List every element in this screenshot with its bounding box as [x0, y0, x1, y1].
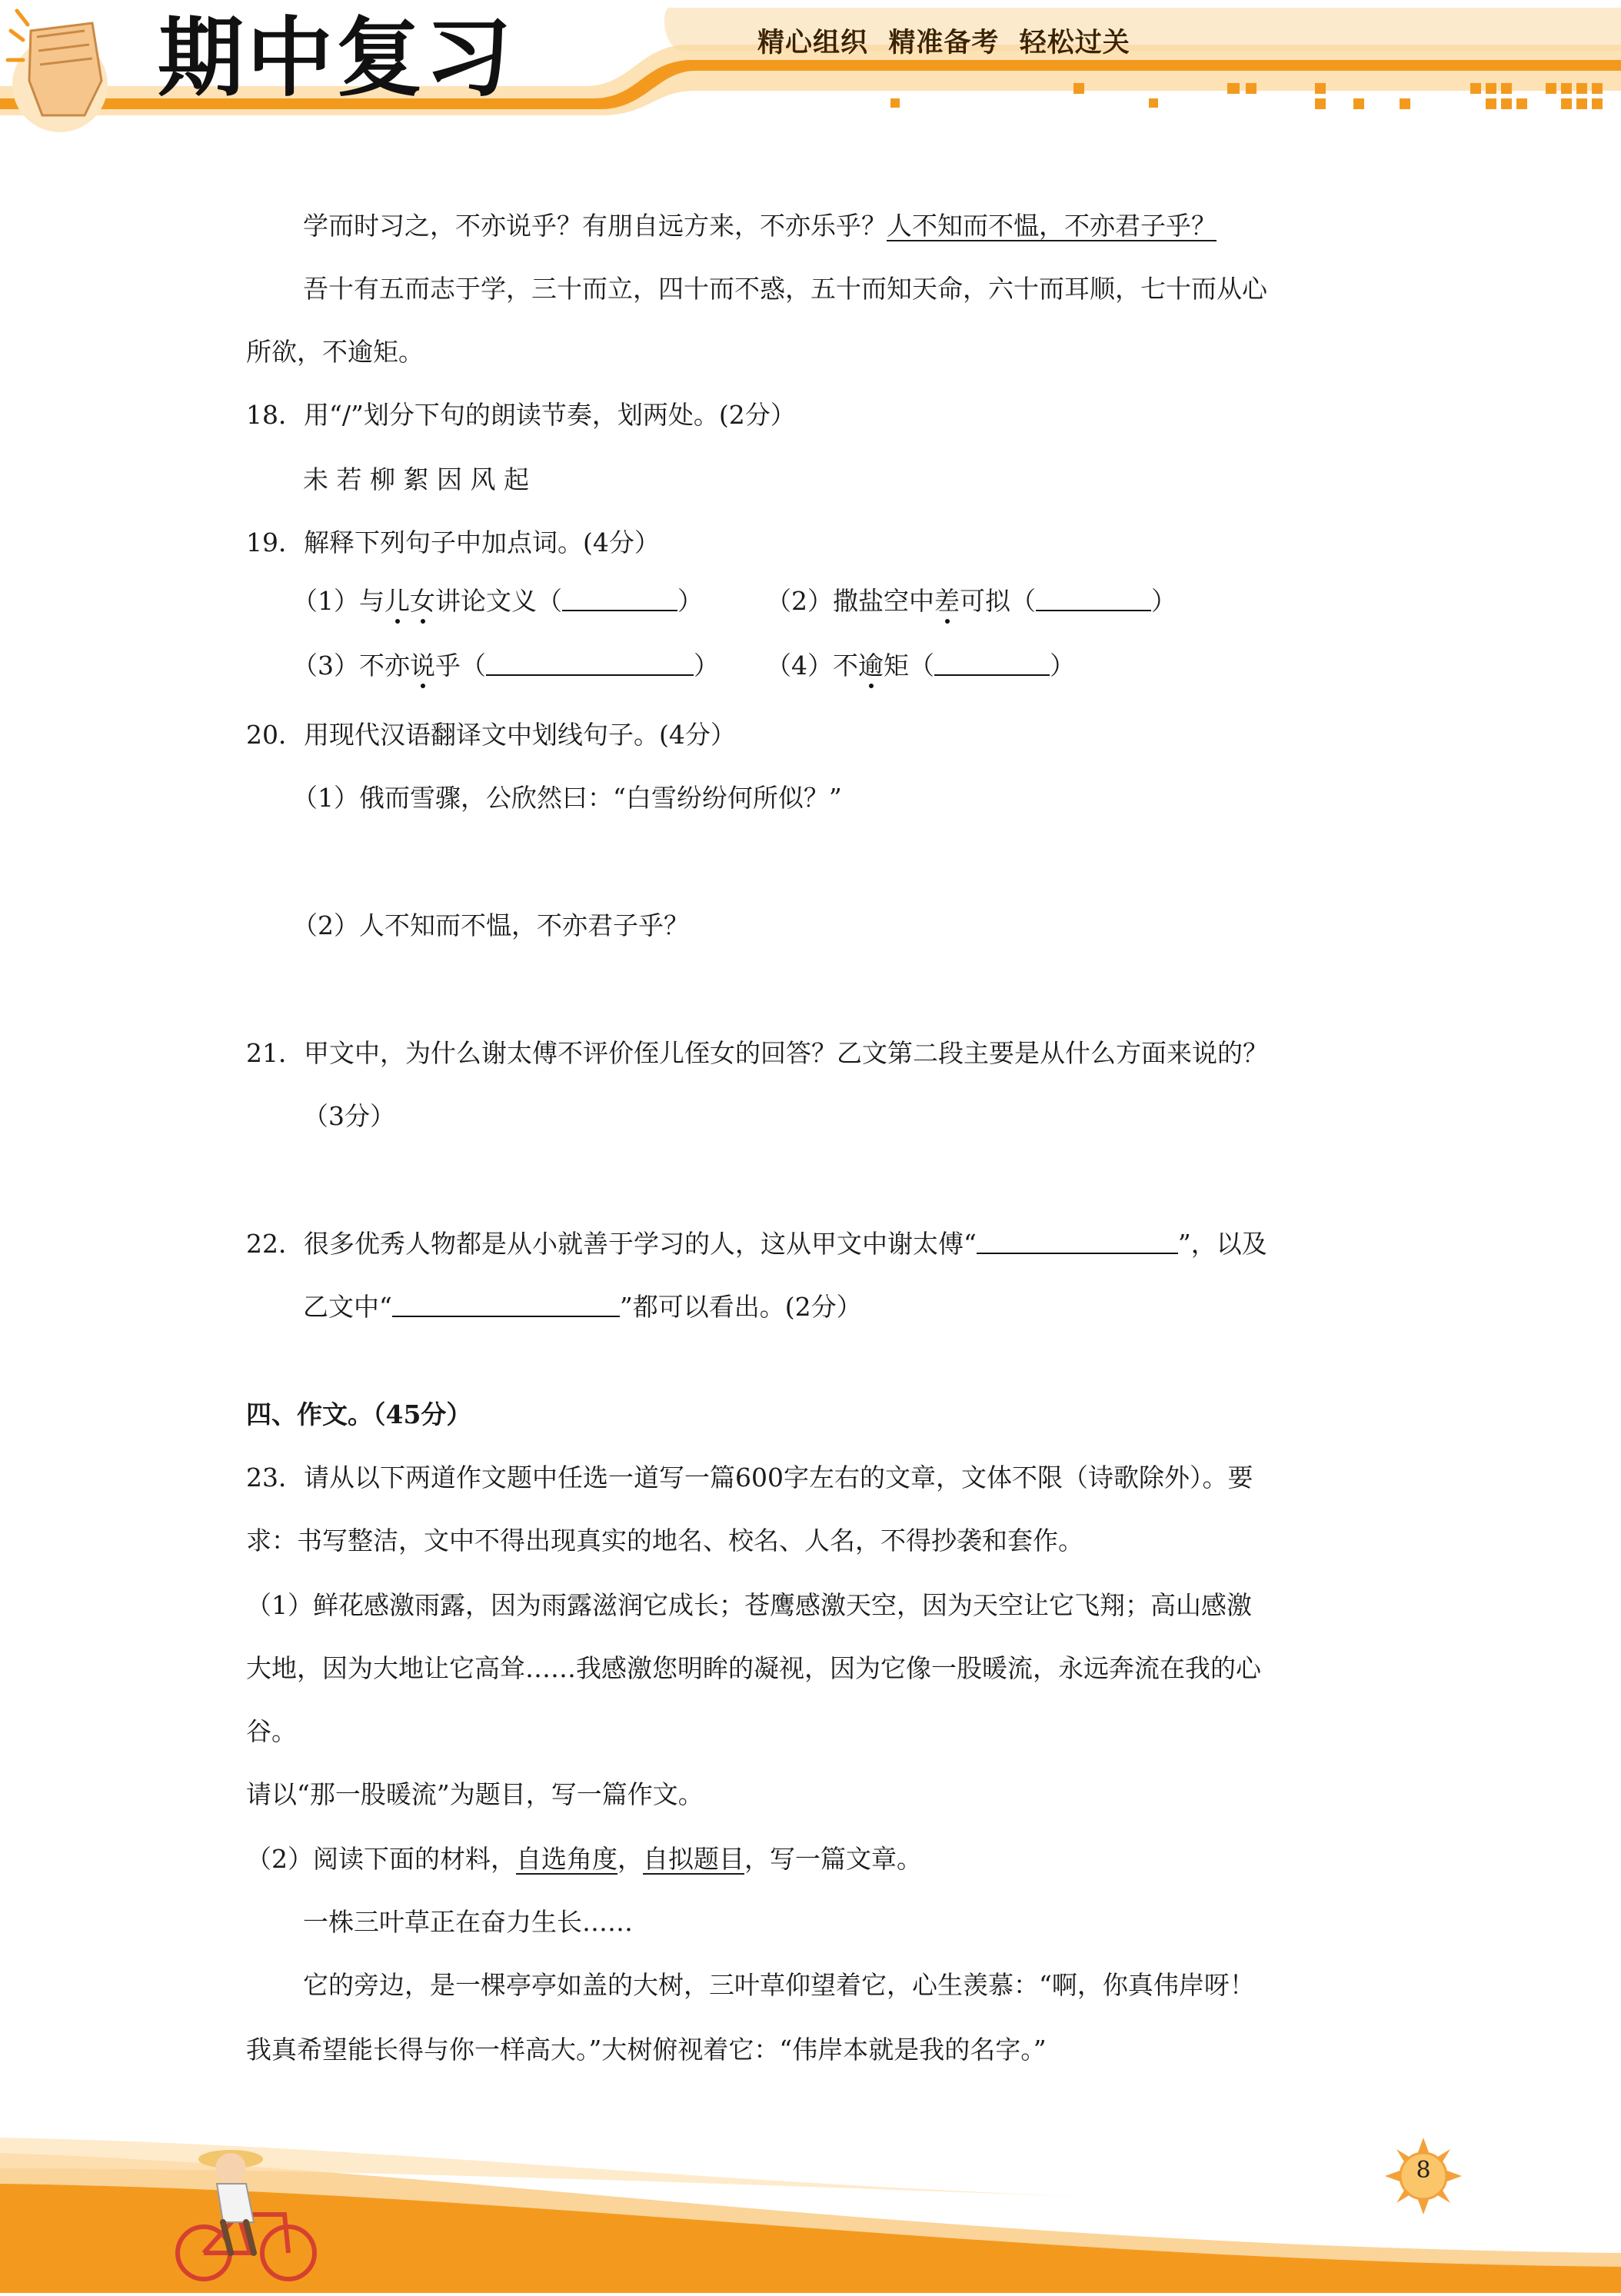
dotted-char: 差: [934, 586, 960, 616]
question-21-score: （3分）: [303, 1101, 395, 1131]
question-23-line-10: 我真希望能长得与你一样高大。”大树俯视着它：“伟岸本就是我的名字。”: [246, 2035, 1047, 2065]
page-number: 8: [1416, 2157, 1431, 2184]
underlined-phrase: 自选角度: [516, 1844, 617, 1874]
passage-line-3: 所欲，不逾矩。: [246, 337, 424, 367]
passage-line-1: [303, 209, 1217, 243]
question-21-stem: 21．甲文中，为什么谢太傅不评价侄儿侄女的回答？乙文第二段主要是从什么方面来说的？: [246, 1038, 1268, 1068]
underlined-phrase: 自拟题目: [643, 1844, 744, 1874]
answer-blank[interactable]: [486, 651, 694, 676]
underlined-sentence: 人不知而不愠，不亦君子乎？: [887, 211, 1217, 241]
question-18-stem: 18．用“/”划分下句的朗读节奏，划两处。(2分）: [246, 400, 796, 430]
passage-text: 学而时习之，不亦说乎？有朋自远方来，不亦乐乎？: [303, 211, 887, 241]
question-23-line-1: 23．请从以下两道作文题中任选一道写一篇600字左右的文章，文体不限（诗歌除外）。要: [246, 1462, 1253, 1492]
question-20-sentence-2: （2）人不知而不愠，不亦君子乎？: [292, 910, 689, 940]
question-18-sentence: 未 若 柳 絮 因 风 起: [303, 464, 529, 494]
question-23-line-7: （2）阅读下面的材料，自选角度，自拟题目，写一篇文章。: [246, 1844, 922, 1874]
answer-blank[interactable]: [562, 587, 677, 611]
answer-blank[interactable]: [977, 1230, 1178, 1254]
dotted-char: 说: [410, 651, 435, 680]
dotted-char: 儿: [384, 586, 410, 616]
answer-blank[interactable]: [392, 1293, 620, 1317]
answer-blank[interactable]: [934, 651, 1050, 676]
answer-blank[interactable]: [1036, 587, 1151, 611]
dotted-char: 逾: [858, 651, 884, 680]
question-20-sentence-1: （1）俄而雪骤，公欣然曰：“白雪纷纷何所似？”: [292, 783, 842, 813]
header-title: 期中复习: [158, 8, 514, 108]
question-23-line-8: 一株三叶草正在奋力生长……: [303, 1907, 633, 1937]
question-23-line-2: 求：书写整洁，文中不得出现真实的地名、校名、人名，不得抄袭和套作。: [246, 1526, 1083, 1556]
question-23-line-4: 大地，因为大地让它高耸……我感激您明眸的凝视，因为它像一股暖流，永远奔流在我的心: [246, 1653, 1261, 1683]
cyclist-icon: [169, 2138, 323, 2291]
question-19-item-1: （1）与儿女讲论文义（ ）: [292, 586, 703, 616]
question-22-line-1: 22．很多优秀人物都是从小就善于学习的人，这从甲文中谢太傅“ ”，以及: [246, 1229, 1267, 1259]
question-23-line-5: 谷。: [246, 1716, 297, 1746]
question-23-line-9: 它的旁边，是一棵亭亭如盖的大树，三叶草仰望着它，心生羡慕：“啊，你真伟岸呀！: [303, 1970, 1255, 2000]
question-19-item-4: （4）不逾矩（ ）: [766, 651, 1075, 680]
question-19-stem: 19．解释下列句子中加点词。(4分）: [246, 527, 660, 557]
question-23-line-3: （1）鲜花感激雨露，因为雨露滋润它成长；苍鹰感激天空，因为天空让它飞翔；高山感激: [246, 1590, 1252, 1620]
question-20-stem: 20．用现代汉语翻译文中划线句子。(4分）: [246, 720, 736, 750]
page-footer: [0, 2138, 1621, 2293]
question-22-line-2: 乙文中“ ”都可以看出。(2分）: [303, 1292, 862, 1322]
section-4-heading: 四、作文。（45分）: [246, 1399, 472, 1429]
dotted-char: 女: [410, 586, 435, 616]
question-23-line-6: 请以“那一股暖流”为题目，写一篇作文。: [246, 1779, 704, 1809]
question-19-item-3: （3）不亦说乎（ ）: [292, 651, 719, 680]
passage-line-2: 吾十有五而志于学，三十而立，四十而不惑，五十而知天命，六十而耳顺，七十而从心: [303, 274, 1267, 304]
header-slogan: 精心组织 精准备考 轻松过关: [757, 28, 1130, 58]
question-19-item-2: （2）撒盐空中差可拟（ ）: [766, 586, 1177, 616]
